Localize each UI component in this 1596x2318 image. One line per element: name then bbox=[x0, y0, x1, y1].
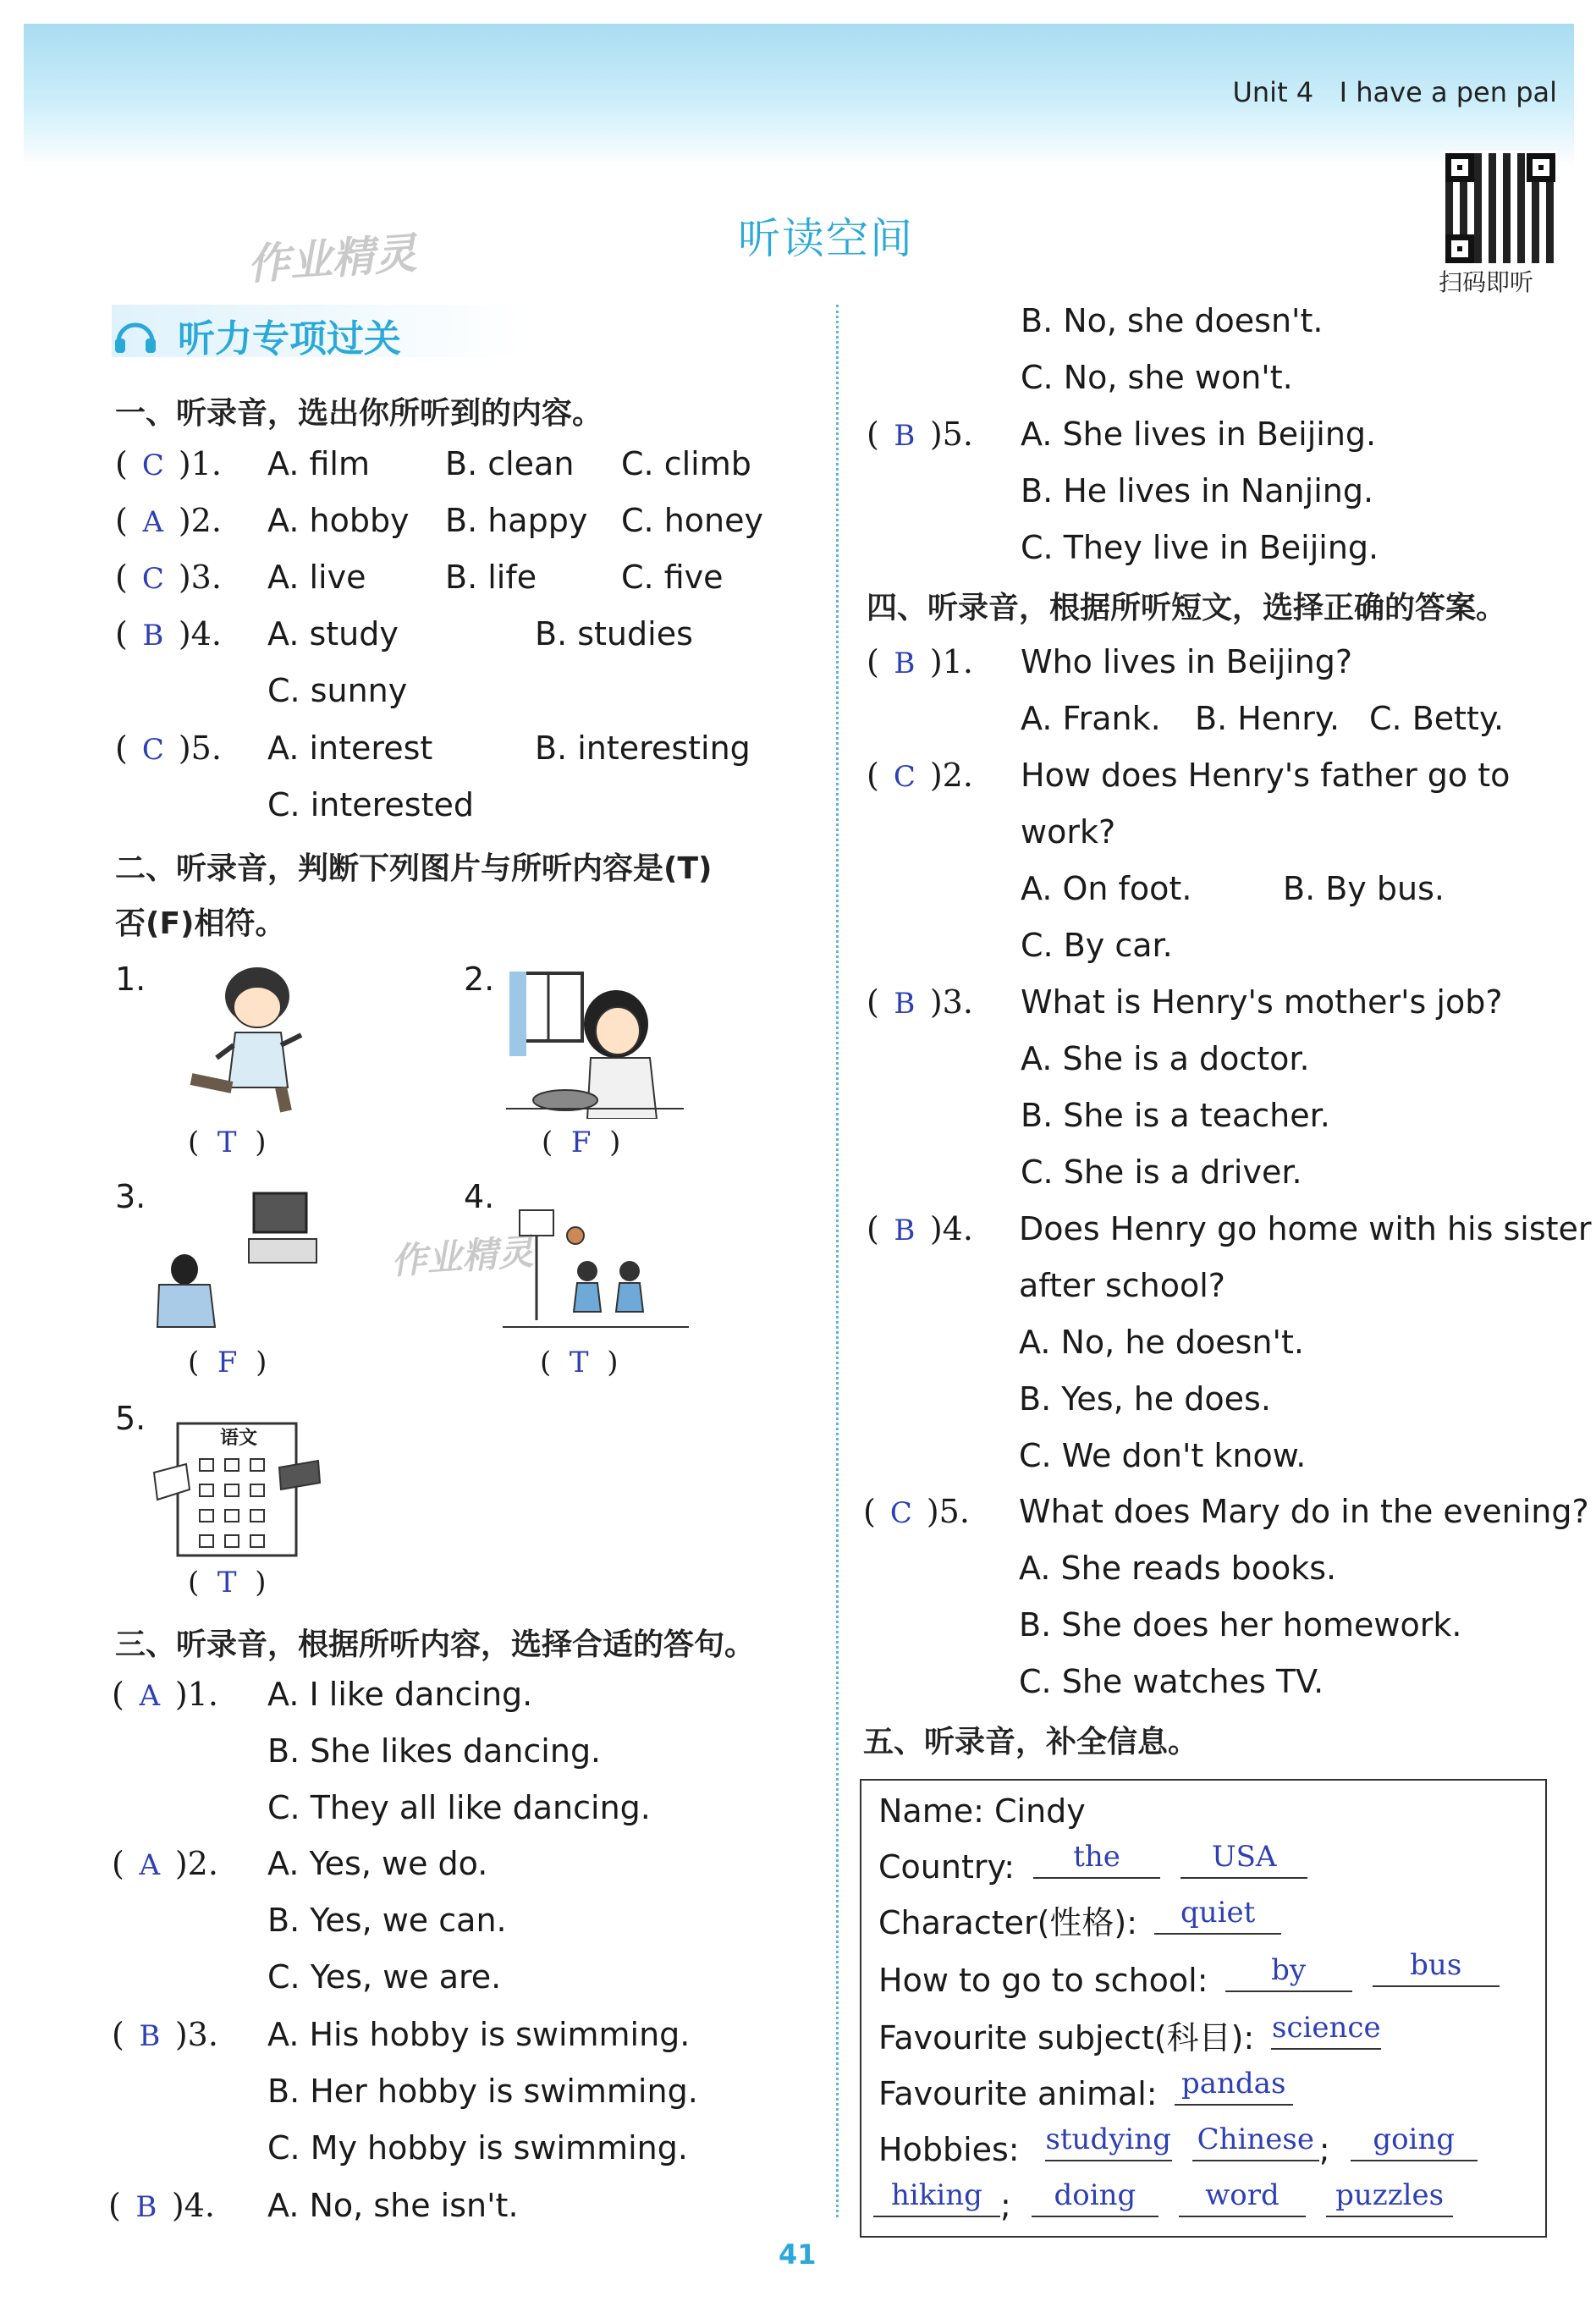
watermark: 作业精灵 bbox=[389, 1231, 535, 1282]
info-card bbox=[860, 1779, 1547, 2238]
girl-cooking-image bbox=[506, 965, 684, 1119]
tf-answer: ( T ) bbox=[540, 1346, 619, 1379]
subject-line: Favourite subject(科目): science bbox=[878, 2018, 1381, 2062]
answer-blank[interactable]: USA bbox=[1180, 1836, 1307, 1879]
part2-heading: 二、听录音，判断下列图片与所听内容是(T) bbox=[115, 851, 713, 886]
list-item: ( B )3. A. His hobby is swimming. B. Her hobby is swimming. C. My hobby is swimming. bbox=[112, 2016, 698, 2167]
headphones-icon bbox=[113, 317, 157, 354]
list-item: ( A )1. A. I like dancing. B. She likes dancing. C. They all like dancing. bbox=[112, 1676, 651, 1826]
pic-number: 1. bbox=[115, 961, 146, 998]
part4-heading: 四、听录音，根据所听短文，选择正确的答案。 bbox=[867, 591, 1507, 625]
answer-blank[interactable]: doing bbox=[1032, 2175, 1158, 2217]
list-item: ( B )4. A. study B. studies C. sunny bbox=[115, 615, 693, 709]
answer-blank[interactable]: word bbox=[1179, 2175, 1306, 2217]
answer-blank[interactable]: quiet bbox=[1154, 1892, 1281, 1935]
pic-number: 5. bbox=[115, 1400, 146, 1437]
answer-blank[interactable]: Chinese bbox=[1192, 2119, 1319, 2161]
tf-answer: ( F ) bbox=[188, 1346, 267, 1379]
answer-blank[interactable]: the bbox=[1033, 1836, 1160, 1879]
pic-number: 3. bbox=[115, 1178, 146, 1215]
qr-label: 扫码即听 bbox=[1439, 268, 1534, 296]
list-item-continued: B. No, she doesn't. bbox=[1021, 302, 1324, 339]
list-item-continued: C. No, she won't. bbox=[1021, 359, 1293, 396]
list-item: ( C )5. What does Mary do in the evening? A. She reads books. B. She does her homework. C. She watches TV. bbox=[863, 1493, 1589, 1700]
country-line: Country: the USA bbox=[878, 1847, 1307, 1891]
page-title: 听读空间 bbox=[738, 214, 914, 263]
chinese-book-image bbox=[152, 1422, 322, 1557]
page-number: 41 bbox=[779, 2238, 817, 2271]
unit-label: Unit 4 I have a pen pal bbox=[1232, 76, 1557, 108]
animal-line: Favourite animal: pandas bbox=[878, 2073, 1293, 2117]
list-item: ( A )2. A. hobby B. happy C. honey bbox=[115, 502, 763, 539]
list-item: ( B )4. A. No, she isn't. bbox=[108, 2187, 519, 2224]
pic-number: 2. bbox=[464, 961, 495, 998]
character-line: Character(性格): quiet bbox=[878, 1902, 1281, 1946]
answer-blank[interactable]: bus bbox=[1373, 1945, 1500, 1987]
answer-blank[interactable]: going bbox=[1351, 2119, 1478, 2161]
list-item: ( B )5. A. She lives in Beijing. B. He lives in Nanjing. C. They live in Beijing. bbox=[867, 416, 1379, 566]
list-item: ( C )3. A. live B. life C. five bbox=[115, 559, 724, 596]
column-divider bbox=[836, 305, 839, 2217]
name-line: Name: Cindy bbox=[878, 1792, 1086, 1830]
book-label: 语文 bbox=[220, 1428, 258, 1449]
tf-answer: ( T ) bbox=[188, 1566, 267, 1599]
answer-blank[interactable]: by bbox=[1225, 1950, 1352, 1992]
list-item: ( B )4. Does Henry go home with his sister after school? A. No, he doesn't. B. Yes, he does. C. We don't know. bbox=[867, 1210, 1592, 1474]
part1-heading: 一、听录音，选出你所听到的内容。 bbox=[115, 396, 603, 431]
pic-number: 4. bbox=[464, 1178, 495, 1215]
hobbies-line-2: hiking ; doing word puzzles bbox=[873, 2185, 1453, 2229]
list-item: ( A )2. A. Yes, we do. B. Yes, we can. C. Yes, we are. bbox=[112, 1845, 507, 1996]
answer-blank[interactable]: science bbox=[1271, 2007, 1381, 2050]
answer-blank[interactable]: puzzles bbox=[1326, 2175, 1453, 2217]
answer-blank[interactable]: studying bbox=[1045, 2119, 1172, 2161]
tf-answer: ( T ) bbox=[188, 1126, 267, 1159]
hobbies-line: Hobbies: studying Chinese ; going bbox=[878, 2129, 1478, 2173]
section-head: 听力专项过关 bbox=[112, 305, 526, 357]
part2-heading: 否(F)相符。 bbox=[115, 906, 286, 941]
list-item: ( B )3. What is Henry's mother's job? A. She is a doctor. B. She is a teacher. C. She is a driver. bbox=[867, 983, 1503, 1191]
school-line: How to go to school: by bus bbox=[878, 1960, 1500, 2004]
watermark: 作业精灵 bbox=[245, 228, 419, 289]
list-item: ( C )1. A. film B. clean C. climb bbox=[115, 445, 751, 482]
answer-blank[interactable]: pandas bbox=[1175, 2063, 1293, 2106]
part5-heading: 五、听录音，补全信息。 bbox=[863, 1725, 1199, 1759]
kung-fu-boy-image bbox=[174, 961, 335, 1113]
part3-heading: 三、听录音，根据所听内容，选择合适的答句。 bbox=[115, 1627, 756, 1662]
list-item: ( C )5. A. interest B. interesting C. interested bbox=[115, 730, 751, 823]
playing-basketball-image bbox=[503, 1185, 689, 1329]
watching-tv-image bbox=[154, 1185, 323, 1329]
list-item: ( B )1. Who lives in Beijing? A. Frank. B. Henry. C. Betty. bbox=[867, 643, 1505, 737]
qr-code-icon[interactable] bbox=[1443, 151, 1558, 266]
answer-blank[interactable]: hiking bbox=[873, 2175, 1000, 2217]
tf-answer: ( F ) bbox=[542, 1126, 621, 1159]
list-item: ( C )2. How does Henry's father go to work? A. On foot. B. By bus. C. By car. bbox=[867, 757, 1511, 964]
